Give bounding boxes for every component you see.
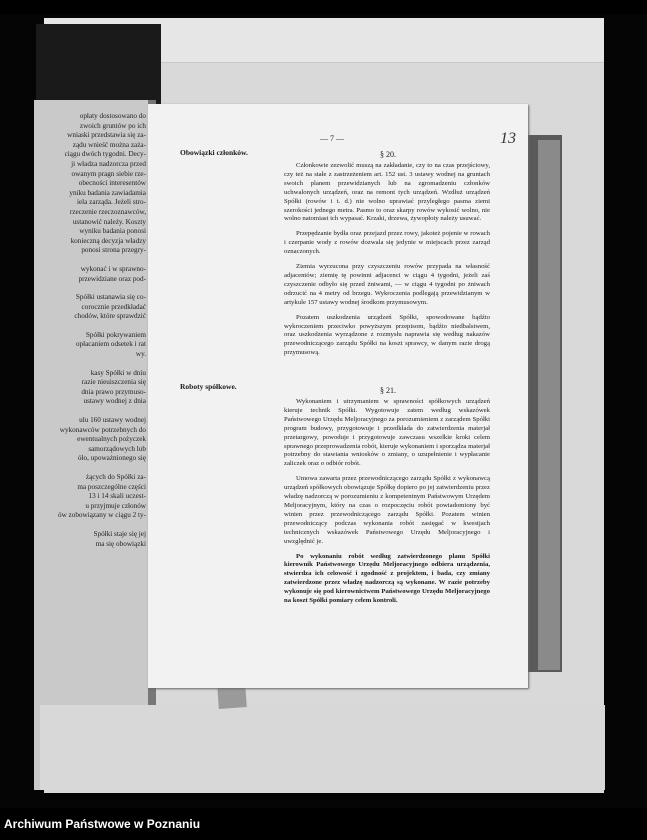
handwritten-folio-number: 13: [500, 130, 516, 147]
paragraph: Wykonaniem i utrzymaniem w sprawności spółkowych urządzeń kieruje technik Spółki. Wygotowuje zatem według wskazówek Państwowego Urzędu Meljoracyjnego za porozumieniem z zarządem Spółki program budowy, przygotowuje i przedkłada do zatwierdzenia materjał przetargowy, powoduje i przygotowuje zawczasu wszelkie kroki celem sprawnego przeprowadzenia robót, kieruje wykonaniem i sporządza materjał potrzebny do stawiania wniosków o zmiany, o uzupełnienie i wypłacanie zaliczek oraz o odbiór robót.: [284, 398, 490, 468]
left-page-fragment: [34, 100, 152, 790]
left-text-line: obecności interesentów: [78, 179, 146, 188]
left-text-line: opłaty dostosowano do: [79, 112, 146, 120]
page-stack-edge-light: [538, 140, 560, 670]
left-text-line: rzeczenie rzeczoznawców,: [69, 207, 146, 216]
document-page: [148, 104, 528, 688]
paragraph: Przepędzanie bydła oraz przejazd przez rowy, jakoteż pojenie w rowach i czerpanie wody z rowów dozwala się jedynie w miejscach przez zarząd oznaczonych.: [284, 230, 490, 256]
left-text-line: samorządowych lub: [88, 444, 146, 453]
left-text-line: óło, upoważnionego się: [77, 454, 146, 463]
section-title-21: § 21.: [380, 386, 396, 395]
page-number: — 7 —: [320, 134, 344, 143]
left-text-line: wy.: [135, 350, 146, 359]
paragraph: Pozatem uszkodzenia urządzeń Spółki, spowodowane bądźto wykroczeniem przeciwko powyższym przepisom, bądźto niedbalstwem, oraz uszkodzenia wyrządzone z rozmysłu naprawia się według nakazów przewodniczącego zarządu Spółki na koszt sprawcy, w danym razie drogą przymusową.: [284, 313, 490, 357]
left-text-line: iela zarząda. Jeżeli stro-: [76, 198, 146, 207]
left-text-line: Spółki ustanawia się co-: [75, 293, 146, 302]
side-title-obowiazki: Obowiązki członków.: [180, 148, 248, 157]
left-line-gap: [34, 256, 146, 265]
left-text-line: yniku badania zawiadamia: [69, 188, 146, 197]
left-page-text: [34, 112, 146, 549]
left-text-line: przewidziane oraz pod-: [78, 274, 146, 283]
dark-binding-tab: [36, 24, 161, 104]
paragraph: Po wykonaniu robót według zatwierdzonego planu Spółki kierownik Państwowego Urzędu Meljoracyjnego odbiera urządzenia, stwierdza ich celowość i zgodność z projektem, i bada, czy zmiany zatwierdzone przez władzę nadzorczą są wykonane. W razie potrzeby wykonuje się pod kierownictwem Państwowego Urzędu Meljoracyjnego na koszt Spółki pomiary celem kontroli.: [284, 552, 490, 605]
section-21-body: [284, 398, 490, 612]
left-line-gap: [34, 407, 146, 416]
left-text-line: opłacaniem odsetek i rat: [75, 340, 146, 349]
section-20-body: [284, 162, 490, 364]
bottom-paper: [40, 705, 605, 790]
left-text-line: razie nieuiszczenia się: [81, 378, 146, 387]
left-text-line: ów zobowiązany w ciągu 2 ty-: [57, 511, 146, 520]
left-text-line: konieczną decyzja władzy: [70, 236, 146, 245]
left-text-line: corocznie przedkładać: [81, 302, 146, 311]
left-line-gap: [34, 464, 146, 473]
left-text-line: wykonawców potrzebnych do: [59, 425, 146, 434]
left-line-gap: [34, 322, 146, 331]
paragraph: Umowa zawarta przez przewodniczącego zarządu Spółki z wykonawcą urządzeń spółkowych obowiązuje Spółkę dopiero po jej zatwierdzeniu przez władzę nadzorczą w porozumieniu z kompetentnym Państwowym Urzędem Meljoracyjnym, który na czas o rozpoczęciu robót powiadomiony być winien przez przewodniczącego zarządu Spółki. Pozatem winien przewodniczący podczas wykonania robót zasięgać w kwestjach technicznych wskazówek Państwowego Urzędu Meljoracyjnego i uwzględnić je.: [284, 475, 490, 545]
left-text-line: ma poszczególne części: [77, 482, 146, 491]
left-text-line: ji władza nadzorcza przed: [71, 159, 146, 168]
left-line-gap: [34, 284, 146, 293]
left-text-line: kasy Spółki w dniu: [90, 368, 146, 377]
left-text-line: ustawy wodnej z dnia: [83, 397, 146, 406]
film-frame-top: [0, 0, 647, 14]
left-text-line: ma się obowiązki: [95, 539, 146, 548]
archive-credit: Archiwum Państwowe w Poznaniu: [4, 817, 201, 831]
left-text-line: wniaski przedstawia się za-: [67, 131, 146, 140]
left-text-line: ządu wnieść można zaża-: [72, 140, 146, 149]
left-text-line: ulu 160 ustawy wodnej: [79, 416, 146, 425]
left-text-line: dnia prawo przymuso-: [81, 387, 146, 396]
left-line-gap: [34, 360, 146, 369]
left-line-gap: [34, 521, 146, 530]
left-text-line: ciągu dwóch tygodni. Decy-: [64, 150, 146, 159]
left-text-line: zwoich gruntów po ich: [79, 121, 146, 130]
paragraph: Ziemia wyrzucona przy czyszczeniu rowów przypada na własność adjacentów; ziemię tę powinni adjacenci w ciągu 4 tygodni, jeżeli zaś czyszczenie odbyło się przed żniwami, — w ciągu 4 tygodni po żniwach odrzucić na 4 metry od brzegu. Wykroczenia podlegają przewidzianym w artykule 157 ustawy wodnej środkom przymusowym.: [284, 263, 490, 306]
left-text-line: wyniku badania ponosi: [79, 227, 146, 236]
left-text-line: owanym pragn siebie rze-: [71, 169, 146, 178]
left-text-line: żących do Spółki za-: [85, 473, 146, 481]
side-title-roboty: Roboty spółkowe.: [180, 382, 237, 391]
paragraph: Członkowie zezwolić muszą na zakładanie, czy to na czas przejściowy, czy też na stałe z zastrzeżeniem art. 152 ust. 3 ustawy wodnej na gruntach swoich planem przewidzianych lub na zgromadzeniu członków uchwalonych urządzeń, oraz na remont tych urządzeń. Wzdłuż urządzeń Spółki (rowów i t. d.) nie wolno uprawiać przyległego pasma ziemi szerokości jednego metra. Pasmo to oraz skarpy rowów wykosić wolno, nie wolno natomiast ich wypasać. Krzaki, drzewa, żywopłoty należy usuwać.: [284, 162, 490, 223]
left-text-line: ewentualnych pożyczek: [77, 435, 146, 444]
left-text-line: ustanowić należy. Koszty: [72, 217, 146, 226]
left-text-line: Spółki staje się jej: [93, 529, 146, 538]
left-text-line: ponosi strona przegry-: [81, 246, 146, 255]
left-text-line: u przyjmuje członów: [85, 501, 146, 510]
left-text-line: chodów, które sprawdzić: [74, 312, 146, 321]
left-text-line: wykonać i w sprawno-: [80, 264, 146, 273]
section-title-20: § 20.: [380, 150, 396, 159]
left-text-line: 13 i 14 skali uczest-: [88, 492, 146, 501]
left-text-line: Spółki pokrywaniem: [85, 330, 146, 339]
